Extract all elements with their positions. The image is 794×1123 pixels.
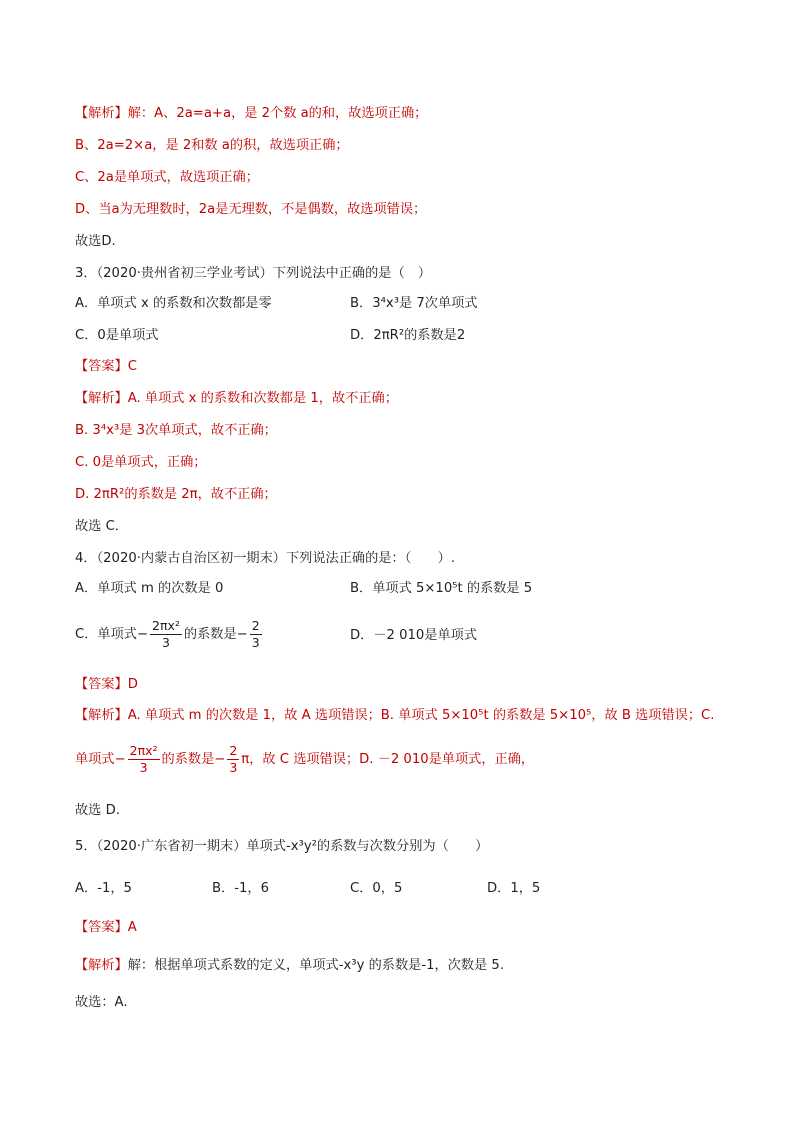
fraction: [250, 618, 262, 651]
analysis-label: 【解析】: [75, 106, 128, 121]
q2-conclusion: 故选D.: [75, 234, 116, 249]
q4-conclusion: 故选 D.: [75, 803, 120, 818]
q5-answer: [75, 919, 137, 937]
analysis-prefix: 单项式: [75, 751, 115, 767]
q3-conclusion: 故选 C．: [75, 519, 128, 534]
q4-option-b: B．单项式 5×10⁵t 的系数是 5: [350, 581, 533, 596]
minus-sign: −: [236, 626, 248, 642]
q3-option-a: A．单项式 x 的系数和次数都是零: [75, 296, 272, 311]
analysis-text: 解：A、2a=a+a，是 2个数 a的和，故选项正确；: [127, 106, 428, 121]
analysis-middle: 的系数是: [161, 751, 215, 767]
q4-analysis-line-2: [75, 743, 534, 776]
q4-analysis-line-1: [75, 707, 714, 725]
q5-option-a: A．-1，5: [75, 881, 132, 896]
q5-stem: 5．（2020·广东省初一期末）单项式-x³y²的系数与次数分别为（ ）: [75, 839, 489, 854]
analysis-text: 解：根据单项式系数的定义，单项式-x³y 的系数是-1，次数是 5.: [127, 958, 505, 973]
q5-option-b: B．-1，6: [212, 881, 269, 896]
answer-value: D: [127, 677, 138, 692]
fraction-numerator: 2πx²: [152, 618, 180, 633]
analysis-label: 【解析】: [75, 391, 128, 406]
q2-analysis-line-2: B、2a=2×a，是 2和数 a的积，故选项正确；: [75, 138, 349, 153]
answer-label: 【答案】: [75, 359, 128, 374]
q3-answer: [75, 358, 137, 376]
minus-sign: −: [114, 751, 126, 767]
fraction-denominator: 3: [229, 760, 238, 775]
minus-sign: −: [136, 626, 149, 642]
answer-label: 【答案】: [75, 677, 128, 692]
fraction-denominator: 3: [251, 635, 260, 650]
q4-option-c: [75, 618, 264, 651]
q2-analysis-line-3: C、2a是单项式，故选项正确；: [75, 170, 259, 185]
fraction: [150, 618, 182, 651]
q4-option-a: A．单项式 m 的次数是 0: [75, 581, 224, 596]
q4-option-d: D．－2 010是单项式: [350, 628, 478, 643]
fraction-denominator: 3: [162, 635, 170, 650]
option-c-prefix: C．单项式: [75, 626, 137, 642]
q3-option-c: C．0是单项式: [75, 328, 159, 343]
q5-analysis-line-1: [75, 957, 504, 975]
minus-sign: −: [214, 751, 226, 767]
q5-option-c: C．0，5: [350, 881, 403, 896]
q3-analysis-line-3: C. 0是单项式，正确；: [75, 455, 207, 470]
fraction-denominator: 3: [139, 760, 148, 775]
q5-option-d: D．1，5: [487, 881, 541, 896]
q4-answer: [75, 676, 138, 694]
fraction-numerator: 2: [251, 618, 260, 633]
analysis-suffix: π，故 C 选项错误；D. －2 010是单项式，正确，: [241, 751, 535, 767]
fraction: [227, 743, 239, 776]
analysis-label: 【解析】: [75, 958, 128, 973]
option-c-middle: 的系数是: [183, 626, 237, 642]
q3-analysis-line-1: [75, 390, 398, 408]
fraction-numerator: 2πx²: [129, 743, 158, 758]
q3-option-d: D．2πR²的系数是2: [350, 328, 466, 343]
analysis-text: A. 单项式 x 的系数和次数都是 1，故不正确；: [127, 391, 398, 406]
analysis-label: 【解析】: [75, 708, 128, 723]
q2-analysis-line-4: D、当a为无理数时，2a是无理数，不是偶数，故选项错误；: [75, 202, 427, 217]
q3-option-b: B．3⁴x³是 7次单项式: [350, 296, 478, 311]
answer-value: A: [127, 920, 137, 935]
q5-conclusion: 故选：A.: [75, 995, 128, 1010]
q3-analysis-line-2: B. 3⁴x³是 3次单项式，故不正确；: [75, 423, 277, 438]
fraction-numerator: 2: [229, 743, 238, 758]
q4-stem: 4．（2020·内蒙古自治区初一期末）下列说法正确的是：（ ）.: [75, 551, 456, 566]
fraction: [128, 743, 160, 776]
q3-analysis-line-4: D. 2πR²的系数是 2π，故不正确；: [75, 487, 277, 502]
answer-value: C: [127, 359, 137, 374]
q3-stem: 3．（2020·贵州省初三学业考试）下列说法中正确的是（ ）: [75, 266, 432, 281]
answer-label: 【答案】: [75, 920, 128, 935]
q2-analysis-line-1: [75, 105, 427, 123]
analysis-text: A. 单项式 m 的次数是 1，故 A 选项错误；B. 单项式 5×10⁵t 的系数是 5×10⁵，故 B 选项错误；C.: [127, 708, 715, 723]
